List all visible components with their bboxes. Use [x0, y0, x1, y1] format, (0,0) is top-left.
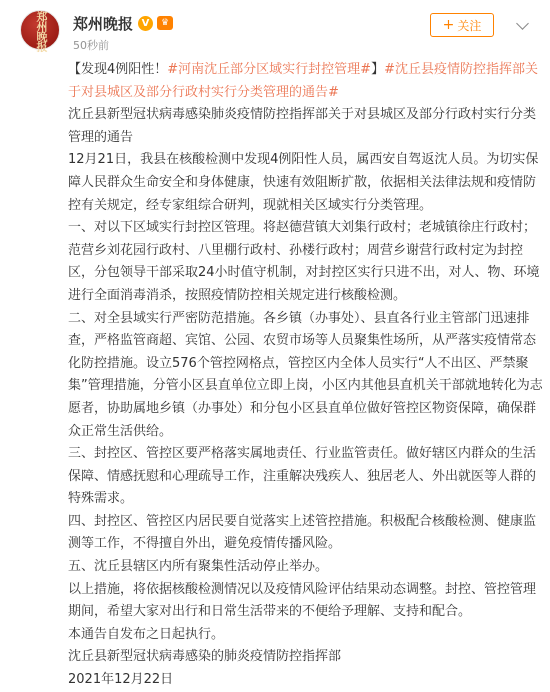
title-prefix: 【发现4例阳性！: [68, 62, 168, 77]
paragraph-responsibility: 三、封控区、管控区要严格落实属地责任、行业监管责任。做好辖区内群众的生活保障、情感抚慰和心理疏导工作，注重解决残疾人、独居老人、外出就医等人群的特殊需求。: [68, 446, 537, 507]
topic-link-lockdown[interactable]: #河南沈丘部分区域实行封控管理#: [167, 62, 372, 77]
topic-link-notice[interactable]: #沈丘县疫情防控指挥部关于对县城区及部分行政村实行分类管理的通告#: [68, 62, 538, 100]
member-badge-icon: ♛: [157, 16, 173, 30]
avatar[interactable]: [20, 10, 60, 50]
avatar-logo-text: 郑州晚报: [35, 11, 48, 51]
post-time[interactable]: 50秒前: [73, 39, 109, 52]
post-title: [68, 59, 546, 104]
paragraph-adjustment: 以上措施，将依据核酸检测情况以及疫情风险评估结果动态调整。封控、管控管理期间，希望大家对出行和日常生活带来的不便给予理解、支持和配合。: [68, 581, 537, 620]
follow-label: 关注: [457, 18, 482, 33]
plus-icon: +: [442, 17, 455, 33]
paragraph-residents: 四、封控区、管控区内居民要自觉落实上述管控措施。积极配合核酸检测、健康监测等工作，不得擅自外出，避免疫情传播风险。: [68, 513, 537, 552]
paragraph-lockdown: 一、对以下区域实行封控区管理。将赵德营镇大刘集行政村；老城镇徐庄行政村；范营乡刘花园行政村、八里棚行政村、孙楼行政村；周营乡谢营行政村定为封控区，分包领导干部采取24小时值守机制，对封控区实行只进不出，对人、物、环境进行全面消毒消杀，按照疫情防控相关规定进行核酸检测。: [68, 220, 540, 303]
post-header: [0, 0, 550, 60]
more-options-button[interactable]: [511, 14, 533, 36]
v-badge-icon: V: [138, 16, 153, 31]
notice-heading: 沈丘县新型冠状病毒感染肺炎疫情防控指挥部关于对县城区及部分行政村实行分类管理的通告: [68, 107, 537, 145]
post-content: [68, 59, 546, 692]
paragraph-intro: 12月21日，我县在核酸检测中发现4例阳性人员，属西安自驾返沈人员。为切实保障人民群众生命安全和身体健康，快速有效阻断扩散，依据相关法律法规和疫情防控有关规定，经专家组综合研判，现就相关区域实行分类管理。: [68, 152, 539, 213]
author-name[interactable]: 郑州晚报: [73, 14, 134, 33]
follow-button[interactable]: [430, 13, 494, 37]
title-bracket: 】: [371, 62, 385, 77]
signature-date: 2021年12月22日: [68, 672, 174, 688]
paragraph-effective: 本通告自发布之日起执行。: [68, 626, 225, 642]
chevron-down-icon: [516, 17, 529, 30]
paragraph-prevention: 二、对全县域实行严密防范措施。各乡镇（办事处）、县直各行业主管部门迅速排查，严格监管商超、宾馆、公园、农贸市场等人员聚集性场所，从严落实疫情常态化防控措施。设立576个管控网格点，管控区内全体人员实行“人不出区、严禁聚集”管理措施，分管小区县直单位立即上岗，小区内其他县直机关干部就地转化为志愿者，协助属地乡镇（办事处）和分包小区县直单位做好管控区物资保障，确保群众正常生活供给。: [68, 310, 543, 439]
paragraph-gatherings: 五、沈丘县辖区内所有聚集性活动停止举办。: [68, 559, 329, 575]
author-row: [73, 12, 173, 34]
signature-org: 沈丘县新型冠状病毒感染的肺炎疫情防控指挥部: [68, 649, 342, 665]
